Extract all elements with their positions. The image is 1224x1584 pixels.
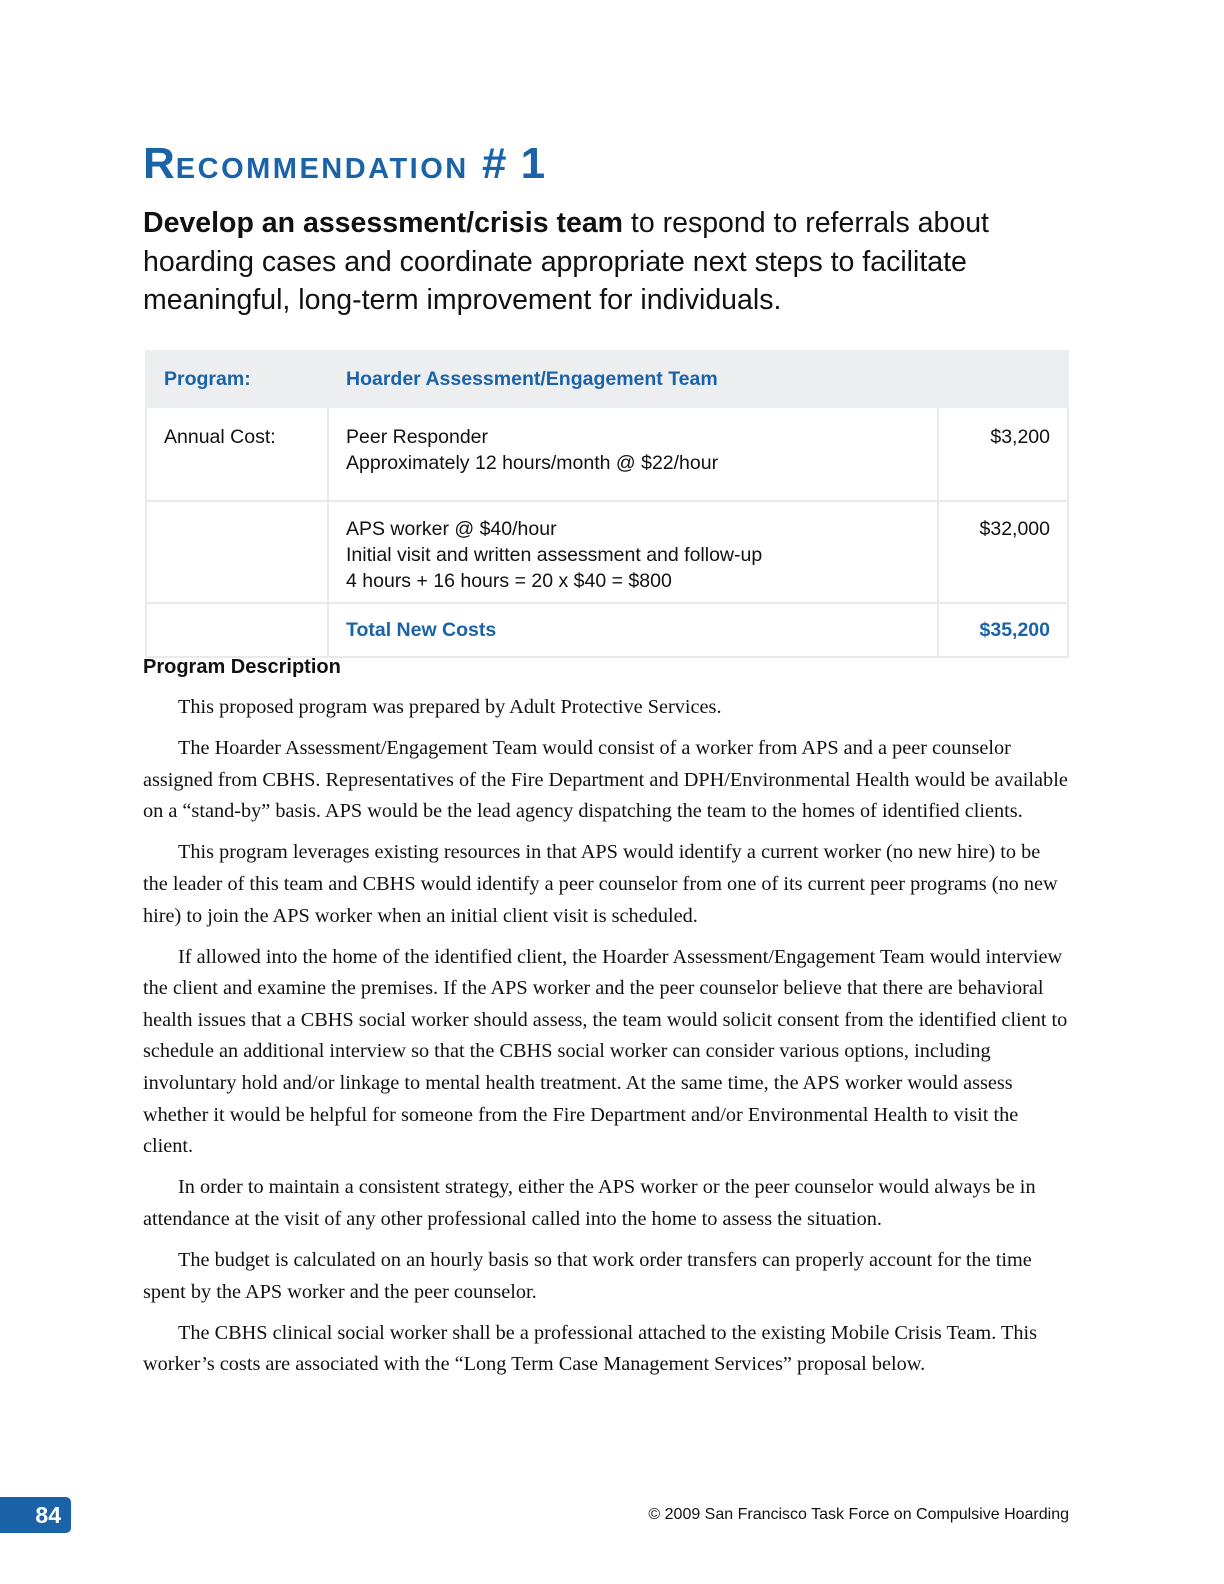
table-header-row — [146, 351, 1068, 407]
cost-item-line: Approximately 12 hours/month @ $22/hour — [346, 452, 719, 474]
cost-item-description — [328, 501, 938, 603]
cost-item-amount: $3,200 — [938, 407, 1068, 501]
heading-small-caps: ECOMMENDATION — [175, 153, 469, 185]
cost-item-line: Peer Responder — [346, 426, 489, 448]
cost-table — [145, 350, 1069, 658]
cost-item-line: Initial visit and written assessment and follow-up — [346, 544, 763, 566]
cost-item-amount: $32,000 — [938, 501, 1068, 603]
recommendation-subtitle — [143, 204, 1073, 320]
heading-number: # 1 — [468, 139, 547, 188]
body-paragraph: This program leverages existing resources in that APS would identify a current worker (no new hire) to be the leader of this team and CBHS would identify a peer counselor from one of its current peer programs (no new hire) to join the APS worker when an initial client visit is scheduled. — [143, 841, 1058, 927]
footer-copyright: © 2009 San Francisco Task Force on Compulsive Hoarding — [648, 1506, 1069, 1523]
program-description-body — [143, 692, 1068, 1390]
empty-cell — [146, 501, 328, 603]
recommendation-heading — [143, 138, 546, 195]
table-row — [146, 501, 1068, 603]
heading-initial: R — [143, 139, 176, 188]
table-total-row — [146, 603, 1068, 657]
subtitle-bold: Develop an assessment/crisis team — [143, 207, 624, 239]
subtitle-rest: to respond to referrals about hoarding cases and coordinate appropriate next steps to facilitate meaningful, long-term improvement for individuals. — [143, 207, 989, 316]
program-description-heading: Program Description — [143, 656, 341, 678]
body-paragraph: The Hoarder Assessment/Engagement Team would consist of a worker from APS and a peer counselor assigned from CBHS. Representatives of the Fire Department and DPH/Environmental Health would be available on a “stand-by” basis. APS would be the lead agency dispatching the team to the homes of identified clients. — [143, 737, 1068, 823]
cost-item-line: 4 hours + 16 hours = 20 x $40 = $800 — [346, 570, 672, 592]
body-paragraph: This proposed program was prepared by Adult Protective Services. — [178, 696, 722, 718]
total-label: Total New Costs — [328, 603, 938, 657]
total-amount: $35,200 — [938, 603, 1068, 657]
annual-cost-label: Annual Cost: — [146, 407, 328, 501]
body-paragraph: If allowed into the home of the identified client, the Hoarder Assessment/Engagement Team would interview the client and examine the premises. If the APS worker and the peer counselor believe that there are behavioral health issues that a CBHS social worker should assess, the team would solicit consent from the identified client to schedule an additional interview so that the CBHS social worker can consider various options, including involuntary hold and/or linkage to mental health treatment. At the same time, the APS worker would assess whether it would be helpful for someone from the Fire Department and/or Environmental Health to visit the client. — [143, 945, 1068, 1158]
body-paragraph: The CBHS clinical social worker shall be a professional attached to the existing Mobile Crisis Team. This worker’s costs are associated with the “Long Term Case Management Services” proposal below. — [143, 1321, 1038, 1376]
table-row — [146, 407, 1068, 501]
empty-cell — [146, 603, 328, 657]
cost-item-line: APS worker @ $40/hour — [346, 518, 557, 540]
page-number: 84 — [0, 1497, 71, 1533]
body-paragraph: In order to maintain a consistent strategy, either the APS worker or the peer counselor would always be in attendance at the visit of any other professional called into the home to assess the situation. — [143, 1176, 1036, 1230]
program-label: Program: — [146, 351, 328, 407]
body-paragraph: The budget is calculated on an hourly basis so that work order transfers can properly account for the time spent by the APS worker and the peer counselor. — [143, 1249, 1032, 1303]
cost-item-description — [328, 407, 938, 501]
program-name: Hoarder Assessment/Engagement Team — [328, 351, 1068, 407]
